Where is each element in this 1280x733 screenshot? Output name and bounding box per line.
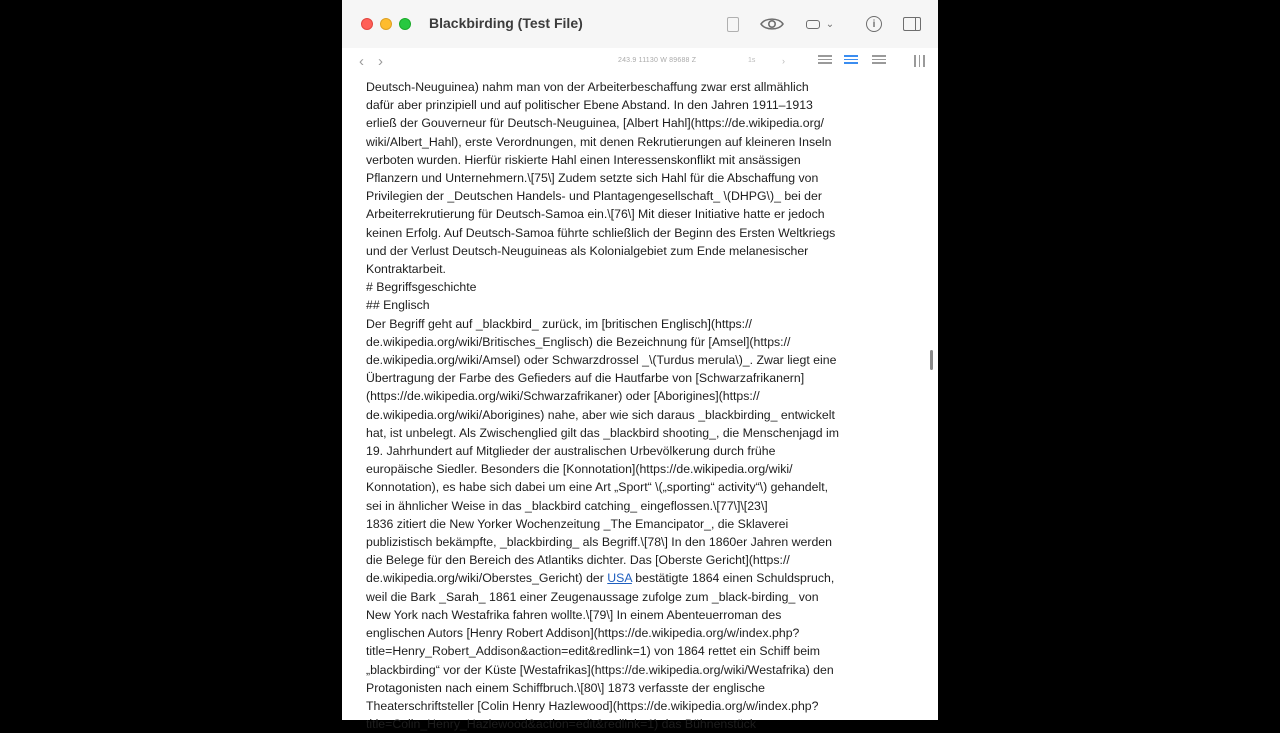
editor-mode-icon[interactable] — [818, 55, 832, 67]
document-icon[interactable] — [725, 13, 741, 35]
close-window-button[interactable] — [361, 18, 373, 30]
split-mode-icon[interactable] — [844, 55, 858, 67]
statistics-extra: 1s — [748, 57, 756, 64]
minimize-window-button[interactable] — [380, 18, 392, 30]
info-icon[interactable]: i — [864, 13, 884, 35]
paragraph-text: Der Begriff geht auf _blackbird_ zurück, im [britischen Englisch](https:// de.wikipedia.org/wiki/Britisches_Englisch) die Bezeichnung für [Amsel](https:// de.wikipedia.org/wiki/Amsel) oder Schwarzdrossel _\(Turdus merula\)_. Zwar liegt eine Übertragung der Farbe des Gefieders auf die Hautfarbe von [Schwarzafrikanern] (https://de.wikipedia.org/wiki/Schwarzafrikaner) oder [Aborigines](https:// de.wikipedia.org/wiki/Aborigines) nahe, aber wie sich daraus _blackbirding_ entwickelt hat, ist unbelegt. Als Zwischenglied gilt das _blackbird shooting_, die Menschenjagd im 19. Jahrhundert auf Mitglieder der australischen Urbevölkerung durch frühe europäische Siedler. Besonders die [Konnotation](https://de.wikipedia.org/wiki/ Konnotation), es habe sich dabei um eine Art „Sport“ \(„sporting“ activity“\) gehandelt, sei in ähnlicher Weise in das _blackbird catching_ eingeflossen.\[77\]\[23\] 1836 zitiert die New Yorker Wochenzeitung _The Emancipator_, die Sklaverei publizistisch bekämpfte, _blackbirding_ als Begriff.\[78\] In den 1860er Jahren werden die Belege für den Bereich des Atlantiks dichter. Das [Oberste Gericht](https:// de.wikipedia.org/wiki/Oberstes_Gericht) der — [366, 316, 840, 586]
preview-mode-icon[interactable] — [872, 55, 886, 67]
chevron-down-icon: ⌄ — [825, 18, 835, 30]
window-title: Blackbirding (Test File) — [429, 15, 583, 31]
paragraph — [366, 315, 914, 733]
statistics-chevron-icon[interactable]: › — [782, 56, 785, 66]
eye-icon[interactable] — [759, 13, 785, 35]
forward-button[interactable]: › — [378, 53, 383, 70]
columns-icon[interactable] — [914, 55, 930, 67]
paragraph-text: bestätigte 1864 einen Schuldspruch, weil die Bark _Sarah_ 1861 einer Zeugenaussage zufolge zum _black-birding_ von New York nach Westafrika fahren wollte.\[79\] In einem Abenteuerroman des englischen Autors [Henry Robert Addison](https://de.wikipedia.org/w/index.php? title=Henry_Robert_Addison&action=edit&redlink=1) von 1864 rettet ein Schiff beim „blackbirding“ vor der Küste [Westafrikas](https://de.wikipedia.org/wiki/Westafrika) den Protagonisten nach einem Schiffbruch.\[80\] 1873 verfasste der englische Theaterschriftsteller [Colin Henry Hazlewood](https://de.wikipedia.org/w/index.php? title=Colin_Henry_Hazlewood&action=edit&redlink=1) das Bühnenstück — [366, 571, 835, 732]
heading-englisch: ## Englisch — [366, 298, 430, 313]
paragraph: Deutsch-Neuguinea) nahm man von der Arbeiterbeschaffung zwar erst allmählich dafür aber prinzipiell und auf politischer Ebene Abstand. In den Jahren 1911–1913 erließ der Gouverneur für Deutsch-Neuguinea, [Albert Hahl](https://de.wikipedia.org/ wiki/Albert_Hahl), erste Verordnungen, mit denen Rekrutierungen auf kleineren Inseln verboten wurden. Hierfür riskierte Hahl einen Interessenskonflikt mit ansässigen Pflanzern und Unternehmern.\[75\] Zudem setzte sich Hahl für die Abschaffung von Privilegien der _Deutschen Handels- und Plantagengesellschaft_ \(DHPG\)_ bei der Arbeiterrekrutierung für Deutsch-Samoa ein.\[76\] Mit dieser Initiative hatte er jedoch keinen Erfolg. Auf Deutsch-Samoa führte schließlich der Beginn des Ersten Weltkriegs und der Verlust Deutsch-Neuguineas als Kolonialgebiet zum Ende melanesischer Kontraktarbeit. — [366, 80, 836, 277]
view-mode-icon[interactable] — [802, 13, 838, 35]
markdown-editor[interactable] — [366, 78, 914, 732]
zoom-window-button[interactable] — [399, 18, 411, 30]
usa-link[interactable]: USA — [607, 571, 632, 586]
back-button[interactable]: ‹ — [359, 53, 364, 70]
editor-window — [342, 0, 938, 732]
title-bar — [342, 0, 938, 48]
vertical-scrollbar[interactable] — [930, 350, 933, 370]
heading-begriffsgeschichte: # Begriffsgeschichte — [366, 280, 477, 295]
document-statistics[interactable]: 243.9 11130 W 89688 Z — [618, 57, 697, 64]
secondary-toolbar — [342, 48, 938, 76]
sidebar-icon[interactable] — [901, 13, 923, 35]
